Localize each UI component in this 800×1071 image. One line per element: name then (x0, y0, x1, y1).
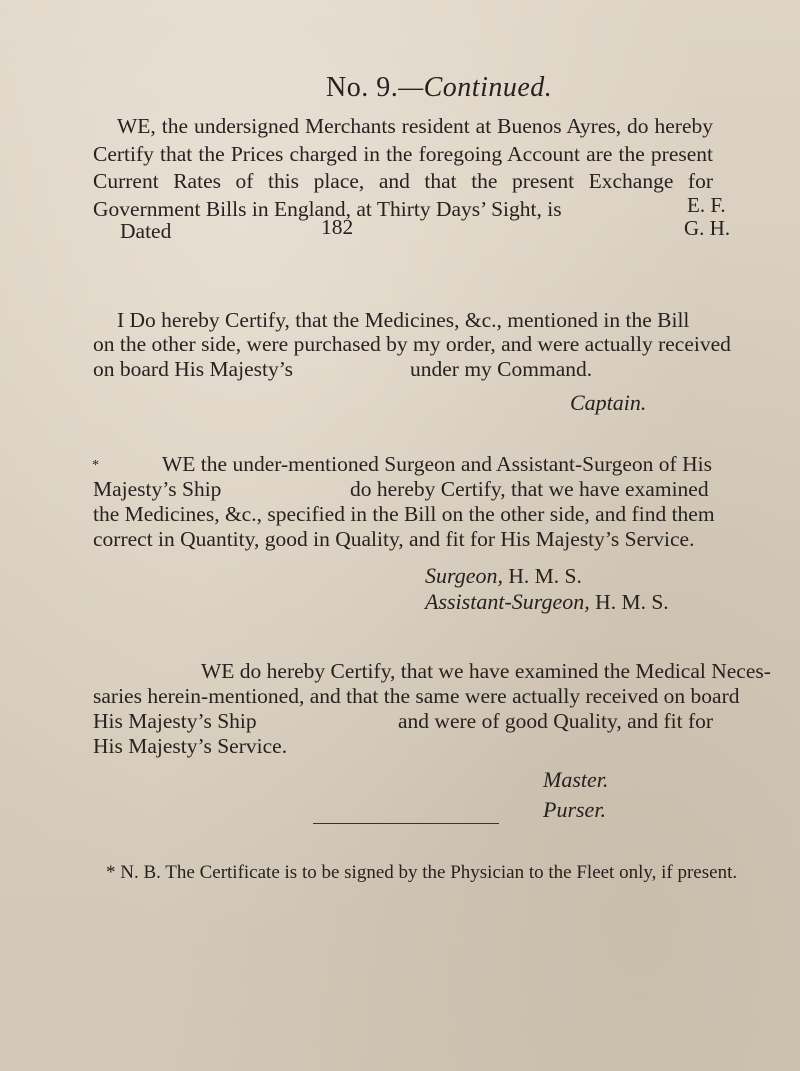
merchant-initials-2: G. H. (684, 216, 731, 240)
captain-certificate-line-3-right: under my Command. (410, 357, 593, 381)
dated-label: Dated (120, 219, 172, 243)
surgeon-suffix: H. M. S. (508, 564, 582, 588)
merchants-certificate-body (93, 113, 713, 223)
surgeon-role: Surgeon, (425, 563, 504, 588)
assistant-surgeon-suffix: H. M. S. (595, 590, 669, 614)
surgeon-asterisk: * (92, 458, 99, 473)
surgeon-certificate-line-1: WE the under-mentioned Surgeon and Assistant-Surgeon of His (162, 452, 712, 476)
master-signatory: Master. (543, 767, 609, 792)
footnote: * N. B. The Certificate is to be signed by the Physician to the Fleet only, if present. (106, 862, 738, 883)
captain-certificate-line-1: I Do hereby Certify, that the Medicines, &c., mentioned in the Bill (117, 308, 690, 332)
master-purser-line-3-right: and were of good Quality, and fit for (398, 709, 714, 733)
merchant-initials-1: E. F. (687, 193, 726, 217)
assistant-surgeon-role: Assistant-Surgeon, (425, 589, 590, 614)
dated-year: 182 (321, 215, 354, 239)
master-purser-line-3-left: His Majesty’s Ship (93, 709, 257, 733)
surgeon-signature-line (425, 563, 582, 589)
page-heading (326, 72, 552, 104)
purser-signatory: Purser. (543, 797, 606, 822)
captain-signatory: Captain. (570, 390, 647, 415)
assistant-surgeon-signature-line (425, 589, 669, 615)
captain-certificate-line-3-left: on board His Majesty’s (93, 357, 294, 381)
master-purser-line-1: WE do hereby Certify, that we have examined the Medical Neces- (201, 659, 771, 683)
master-purser-line-4: His Majesty’s Service. (93, 734, 288, 758)
surgeon-certificate-line-2-right: do hereby Certify, that we have examined (350, 477, 709, 501)
surgeon-certificate-line-3: the Medicines, &c., specified in the Bill on the other side, and find them (93, 502, 715, 526)
divider-rule (313, 823, 499, 824)
surgeon-certificate-line-2-left: Majesty’s Ship (93, 477, 222, 501)
surgeon-certificate-line-4: correct in Quantity, good in Quality, and fit for His Majesty’s Service. (93, 527, 695, 551)
captain-certificate-line-2: on the other side, were purchased by my order, and were actually received (93, 332, 731, 356)
master-purser-line-2: saries herein-mentioned, and that the same were actually received on board (93, 684, 740, 708)
heading-continued: —Continued. (398, 72, 553, 103)
heading-number: No. 9. (326, 72, 399, 103)
merchants-certificate-text: WE, the undersigned Merchants resident at Buenos Ayres, do hereby Certify that the Prices charged in the foregoing Account are the present Current Rates of this place, and that the present Exchange for Government Bills in England, at Thirty Days’ Sight, is (93, 114, 713, 221)
